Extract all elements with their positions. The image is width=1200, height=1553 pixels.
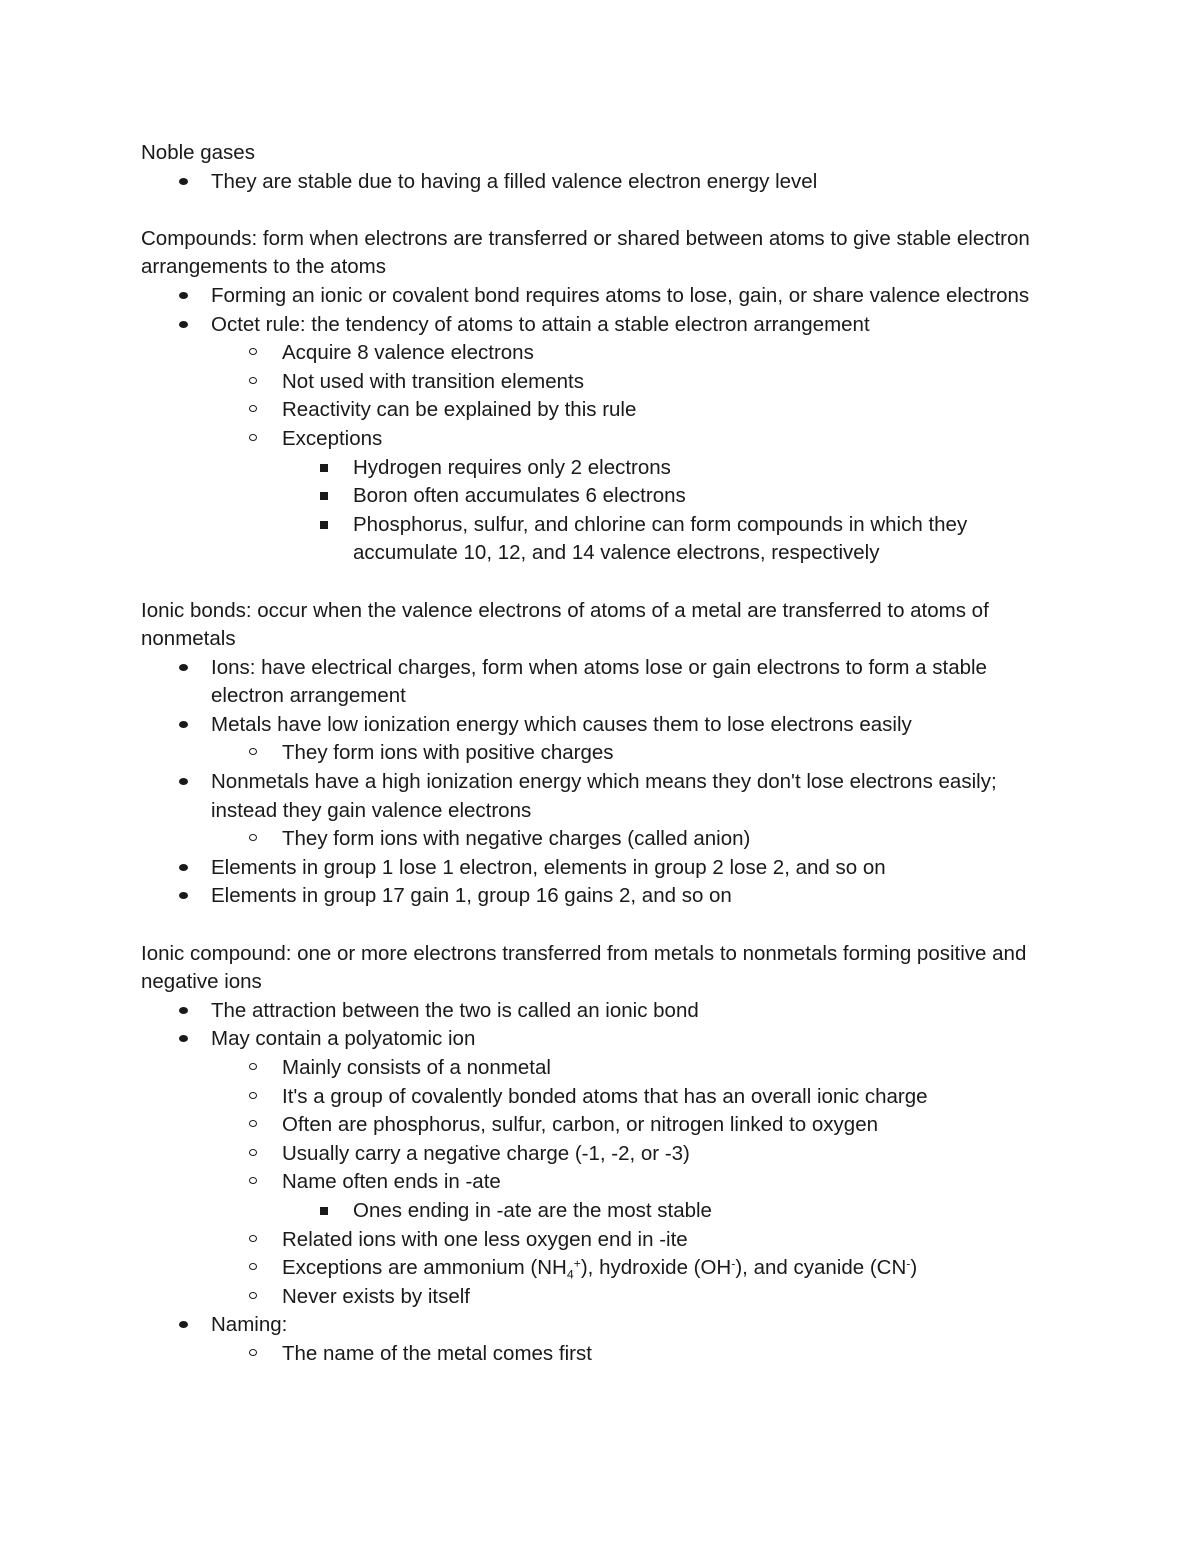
square-bullet-icon	[320, 1207, 328, 1215]
list-item-text: Related ions with one less oxygen end in -ite	[282, 1227, 688, 1251]
list-item	[141, 1025, 1061, 1054]
hollow-bullet-icon	[249, 1349, 257, 1356]
exceptions-text-part: Exceptions are ammonium (NH	[282, 1256, 567, 1280]
list-item-text: Metals have low ionization energy which causes them to lose electrons easily	[211, 712, 912, 736]
list-item-text: Ions: have electrical charges, form when atoms lose or gain electrons to form a stable electron arrangement	[211, 655, 987, 708]
list-item	[141, 454, 1061, 483]
list-item-text: Usually carry a negative charge (-1, -2, or -3)	[282, 1141, 690, 1165]
list-item	[141, 711, 1061, 740]
list-item-text: Never exists by itself	[282, 1284, 470, 1308]
list-item-text: Forming an ionic or covalent bond requires atoms to lose, gain, or share valence electrons	[211, 283, 1030, 307]
superscript: +	[573, 1256, 581, 1271]
list-item	[141, 396, 1061, 425]
square-bullet-icon	[320, 521, 328, 529]
superscript: -	[731, 1256, 736, 1271]
list-item	[141, 1311, 1061, 1340]
list-item-text: Often are phosphorus, sulfur, carbon, or nitrogen linked to oxygen	[282, 1113, 879, 1137]
list-item-text: Mainly consists of a nonmetal	[282, 1056, 551, 1079]
list-item	[141, 1168, 1061, 1197]
hollow-bullet-icon	[249, 377, 257, 384]
filled-bullet-icon	[179, 1035, 188, 1042]
list-item	[141, 339, 1061, 368]
bullet-list	[141, 282, 1061, 568]
list-item	[141, 282, 1061, 311]
list-item-text: Ones ending in -ate are the most stable	[353, 1198, 712, 1222]
list-item-text: Reactivity can be explained by this rule	[282, 398, 637, 422]
list-item	[141, 1111, 1061, 1140]
hollow-bullet-icon	[249, 348, 257, 355]
list-item	[141, 1140, 1061, 1169]
list-item	[141, 168, 1061, 197]
hollow-bullet-icon	[249, 434, 257, 441]
list-item	[141, 739, 1061, 768]
hollow-bullet-icon	[249, 1120, 257, 1127]
filled-bullet-icon	[179, 864, 188, 871]
list-item	[141, 482, 1061, 511]
superscript: -	[906, 1256, 911, 1271]
list-item-text: Boron often accumulates 6 electrons	[353, 484, 686, 508]
list-item-text: Name often ends in -ate	[282, 1170, 501, 1194]
filled-bullet-icon	[179, 721, 188, 728]
list-item	[141, 1283, 1061, 1312]
hollow-bullet-icon	[249, 748, 257, 755]
list-item	[141, 1054, 1061, 1083]
list-item	[141, 882, 1061, 911]
bullet-list	[141, 168, 1061, 197]
list-item-text: Not used with transition elements	[282, 369, 584, 393]
list-item	[141, 654, 1061, 711]
section-compounds	[141, 225, 1061, 568]
exceptions-text-part: ), and cyanide (CN	[735, 1256, 907, 1280]
section-heading: Noble gases	[141, 141, 255, 164]
list-item	[141, 425, 1061, 454]
list-item	[141, 1340, 1061, 1369]
section-ionic-compound	[141, 940, 1061, 1369]
exceptions-text-part: )	[910, 1256, 918, 1280]
document-page	[141, 139, 1061, 1369]
list-item-text: Phosphorus, sulfur, and chlorine can form compounds in which they accumulate 10, 12, and 14 valence electrons, respectively	[353, 512, 968, 565]
filled-bullet-icon	[179, 1007, 188, 1014]
bullet-list	[141, 997, 1061, 1369]
hollow-bullet-icon	[249, 1092, 257, 1099]
list-item-text: They form ions with positive charges	[282, 741, 614, 765]
hollow-bullet-icon	[249, 1063, 257, 1070]
hollow-bullet-icon	[249, 1177, 257, 1184]
section-heading: Ionic compound: one or more electrons transferred from metals to nonmetals forming positive and negative ions	[141, 941, 1027, 994]
list-item	[141, 311, 1061, 340]
subscript: 4	[566, 1267, 574, 1282]
list-item-text: They form ions with negative charges (called anion)	[282, 827, 751, 851]
hollow-bullet-icon	[249, 1292, 257, 1299]
spacer	[141, 911, 1061, 940]
square-bullet-icon	[320, 492, 328, 500]
filled-bullet-icon	[179, 892, 188, 899]
filled-bullet-icon	[179, 778, 188, 785]
hollow-bullet-icon	[249, 1149, 257, 1156]
filled-bullet-icon	[179, 178, 188, 185]
list-item-text: The attraction between the two is called an ionic bond	[211, 998, 699, 1022]
section-heading: Compounds: form when electrons are transferred or shared between atoms to give stable electron arrangements to the atoms	[141, 226, 1030, 279]
list-item-text: It's a group of covalently bonded atoms that has an overall ionic charge	[282, 1084, 928, 1108]
list-item-text: Exceptions	[282, 426, 383, 450]
bullet-list	[141, 654, 1061, 911]
list-item	[141, 997, 1061, 1026]
list-item-text: Elements in group 17 gain 1, group 16 gains 2, and so on	[211, 884, 732, 908]
spacer	[141, 196, 1061, 225]
section-noble-gases	[141, 139, 1061, 196]
list-item-text: Elements in group 1 lose 1 electron, elements in group 2 lose 2, and so on	[211, 855, 886, 879]
filled-bullet-icon	[179, 321, 188, 328]
list-item-text: The name of the metal comes first	[282, 1341, 592, 1365]
list-item-text: Nonmetals have a high ionization energy which means they don't lose electrons easily; instead they gain valence electrons	[211, 770, 997, 822]
hollow-bullet-icon	[249, 1235, 257, 1242]
filled-bullet-icon	[179, 1321, 188, 1328]
list-item	[141, 511, 1061, 568]
list-item	[141, 1254, 1061, 1283]
list-item	[141, 768, 1061, 825]
list-item	[141, 1197, 1061, 1226]
list-item-text	[282, 1256, 918, 1282]
list-item	[141, 368, 1061, 397]
exceptions-text-part: ), hydroxide (OH	[580, 1256, 732, 1280]
filled-bullet-icon	[179, 664, 188, 671]
square-bullet-icon	[320, 464, 328, 472]
section-ionic-bonds	[141, 597, 1061, 912]
hollow-bullet-icon	[249, 834, 257, 841]
list-item-text: Hydrogen requires only 2 electrons	[353, 455, 671, 479]
list-item-text: Acquire 8 valence electrons	[282, 341, 534, 365]
list-item-text: They are stable due to having a filled valence electron energy level	[211, 169, 818, 193]
list-item	[141, 1226, 1061, 1255]
list-item-text: Octet rule: the tendency of atoms to attain a stable electron arrangement	[211, 312, 870, 336]
list-item	[141, 854, 1061, 883]
list-item-text: May contain a polyatomic ion	[211, 1027, 476, 1051]
spacer	[141, 568, 1061, 597]
hollow-bullet-icon	[249, 1263, 257, 1270]
section-heading: Ionic bonds: occur when the valence electrons of atoms of a metal are transferred to atoms of nonmetals	[141, 598, 989, 651]
filled-bullet-icon	[179, 292, 188, 299]
list-item	[141, 825, 1061, 854]
list-item-text: Naming:	[211, 1313, 288, 1337]
list-item	[141, 1083, 1061, 1112]
hollow-bullet-icon	[249, 405, 257, 412]
